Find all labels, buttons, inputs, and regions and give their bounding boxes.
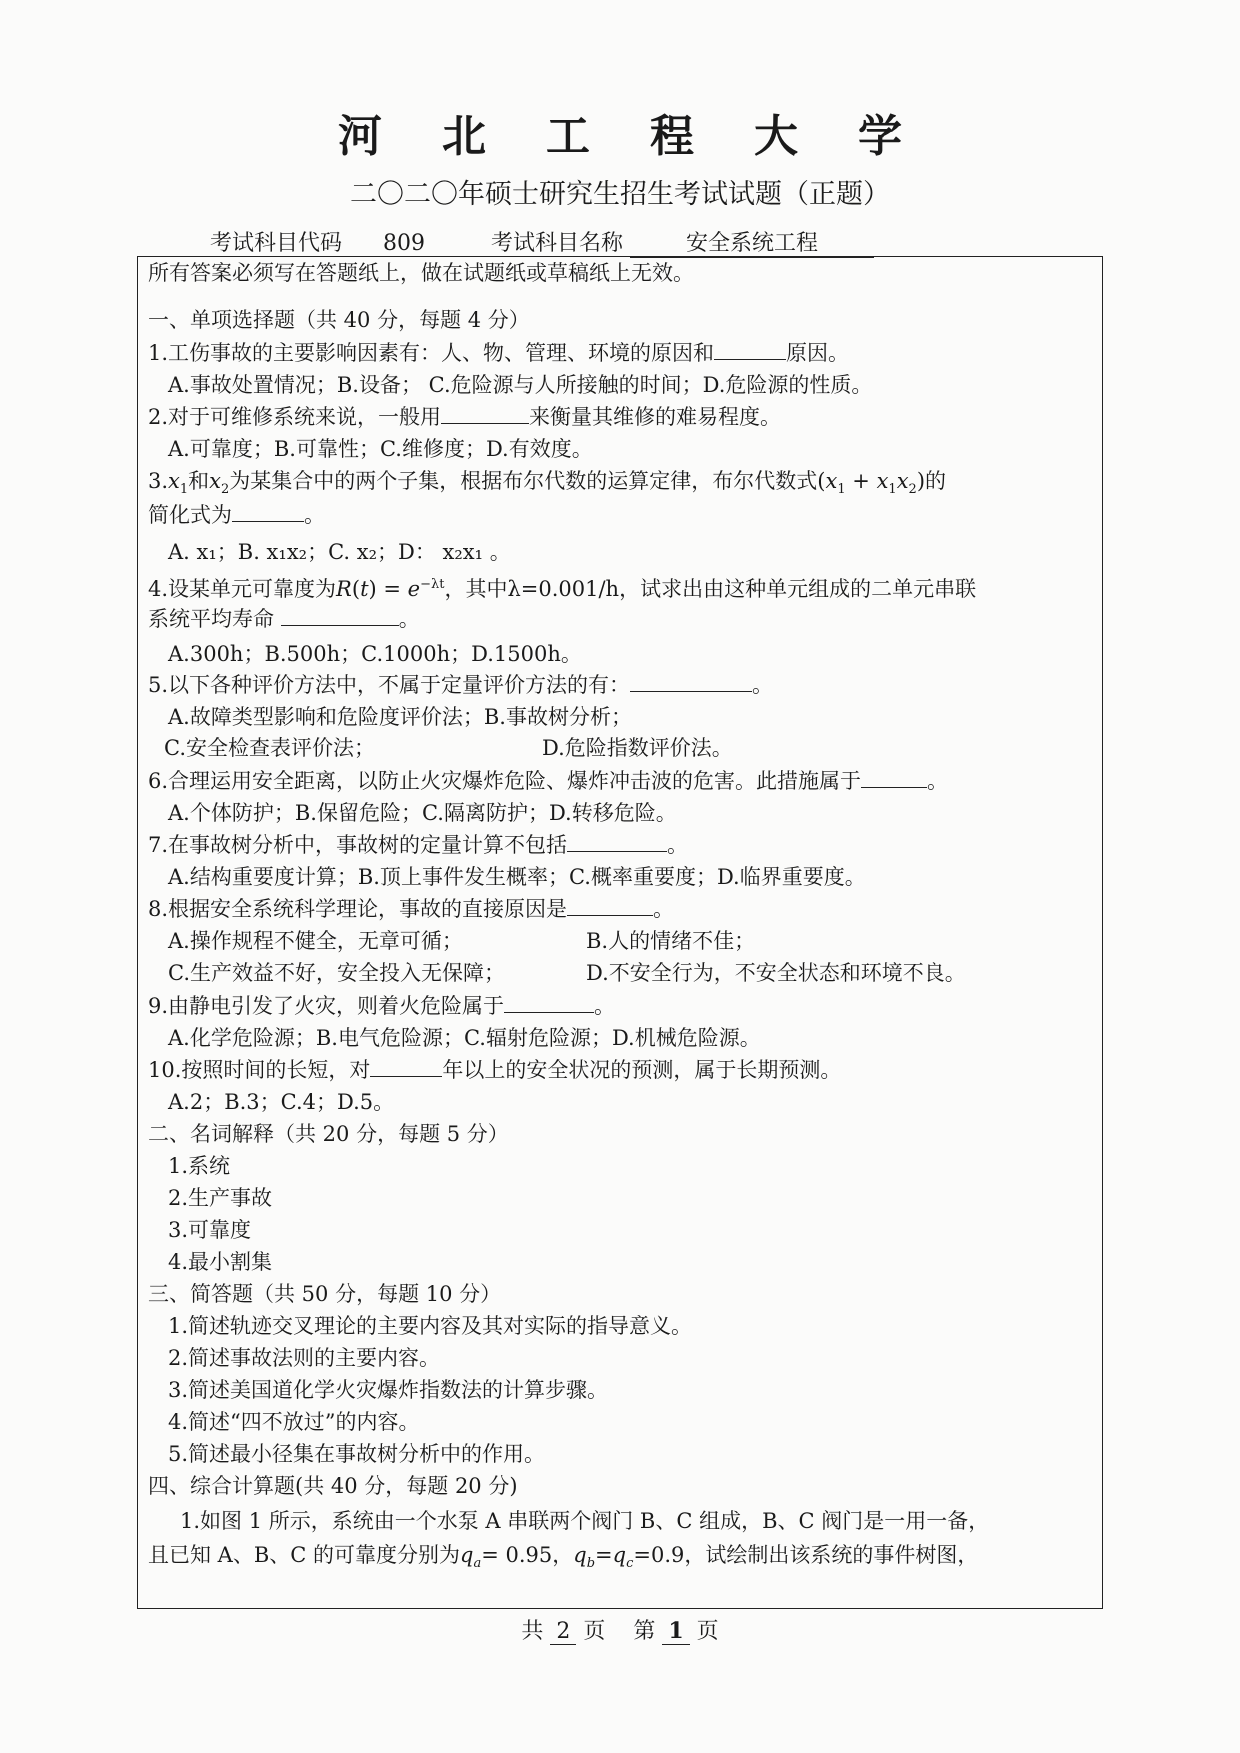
question-7: 7.在事故树分析中，事故树的定量计算不包括 。 [148, 833, 689, 857]
question-5: 5.以下各种评价方法中，不属于定量评价方法的有： 。 [148, 673, 774, 697]
question-4: 4.设某单元可靠度为$R(t) = e^{-\lambda t}$，其中λ=0.001/h，试求出由这种单元组成的二单元串联 [148, 577, 977, 601]
question-10: 10.按照时间的长短，对 年以上的安全状况的预测，属于长期预测。 [148, 1058, 842, 1082]
question-8-options-1a: A.操作规程不健全，无章可循； [168, 929, 463, 953]
question-6: 6.合理运用安全距离，以防止火灾爆炸危险、爆炸冲击波的危害。此措施属于 。 [148, 769, 949, 793]
list-item: 1.简述轨迹交叉理论的主要内容及其对实际的指导意义。 [168, 1314, 693, 1338]
list-item: 4.最小割集 [168, 1250, 273, 1274]
section3-heading: 三、简答题（共 50 分，每题 10 分） [148, 1282, 502, 1306]
question-3: $3.x_1$和$x_2$为某集合中的两个子集，根据布尔代数的运算定律，布尔代数式$(x_1 + x_1x_2)$的 [148, 469, 947, 498]
list-item: 2.生产事故 [168, 1186, 273, 1210]
calc-question-1-line1: 1.如图 1 所示，系统由一个水泵 A 串联两个阀门 B、C 组成，B、C 阀门是一用一备， [180, 1509, 990, 1533]
question-8-options-2b: D.不安全行为，不安全状态和环境不良。 [586, 961, 966, 985]
question-2-options: A.可靠度；B.可靠性；C.维修度；D.有效度。 [168, 437, 593, 461]
question-1: 1.工伤事故的主要影响因素有：人、物、管理、环境的原因和 原因。 [148, 341, 850, 365]
question-5-options-1: A.故障类型影响和危险度评价法；B.事故树分析； [168, 705, 632, 729]
question-9: 9.由静电引发了火灾，则着火危险属于 。 [148, 994, 616, 1018]
question-2: 2.对于可维修系统来说，一般用 来衡量其维修的难易程度。 [148, 405, 782, 429]
question-4-options: A.300h；B.500h；C.1000h；D.1500h。 [168, 642, 582, 666]
question-3-line2: 简化式为 。 [148, 503, 325, 527]
subject-line [210, 226, 874, 258]
list-item: 3.可靠度 [168, 1218, 252, 1242]
list-item: 4.简述“四不放过”的内容。 [168, 1410, 420, 1434]
subject-code: 809 [349, 231, 459, 257]
question-5-options-2a: C.安全检查表评价法； [164, 736, 375, 760]
question-8-options-2a: C.生产效益不好，安全投入无保障； [168, 961, 505, 985]
subject-name-label: 考试科目名称 [491, 231, 624, 256]
list-item: 1.系统 [168, 1154, 231, 1178]
section1-heading: 一、单项选择题（共 40 分，每题 4 分） [148, 308, 530, 332]
question-4-line2: 系统平均寿命 。 [148, 607, 420, 631]
subject-name: 安全系统工程 [630, 226, 874, 258]
question-1-options: A.事故处置情况；B.设备； C.危险源与人所接触的时间；D.危险源的性质。 [168, 373, 873, 397]
question-3-options: A. x₁；B. x₁x₂；C. x₂；D： x₂x₁ 。 [168, 540, 511, 564]
question-8: 8.根据安全系统科学理论，事故的直接原因是 。 [148, 897, 675, 921]
section2-heading: 二、名词解释（共 20 分，每题 5 分） [148, 1122, 509, 1146]
subject-code-label: 考试科目代码 [210, 231, 343, 256]
question-8-options-1b: B.人的情绪不佳； [586, 929, 756, 953]
list-item: 5.简述最小径集在事故树分析中的作用。 [168, 1442, 546, 1466]
calc-question-1-line2: 且已知 A、B、C 的可靠度分别为$q_a= 0.95$，$q_b=q_c=0.9$，试绘制出该系统的事件树图， [148, 1543, 979, 1572]
question-frame [137, 256, 1103, 1609]
list-item: 3.简述美国道化学火灾爆炸指数法的计算步骤。 [168, 1378, 609, 1402]
question-5-options-2b: D.危险指数评价法。 [542, 736, 733, 760]
question-6-options: A.个体防护；B.保留危险；C.隔离防护；D.转移危险。 [168, 801, 677, 825]
list-item: 2.简述事故法则的主要内容。 [168, 1346, 441, 1370]
total-pages: 2 [550, 1619, 576, 1645]
question-9-options: A.化学危险源；B.电气危险源；C.辐射危险源；D.机械危险源。 [168, 1026, 761, 1050]
notice: 所有答案必须写在答题纸上，做在试题纸或草稿纸上无效。 [148, 261, 694, 285]
question-7-options: A.结构重要度计算；B.顶上事件发生概率；C.概率重要度；D.临界重要度。 [168, 865, 866, 889]
question-10-options: A.2；B.3；C.4；D.5。 [168, 1090, 395, 1114]
page-footer: 共 2 页 第 1 页 [521, 1618, 719, 1644]
section4-heading: 四、综合计算题(共 40 分，每题 20 分) [148, 1474, 518, 1498]
current-page: 1 [668, 1618, 684, 1644]
exam-title: 二〇二〇年硕士研究生招生考试试题（正题） [350, 179, 890, 210]
university-title: 河北工程大学 [338, 111, 962, 162]
